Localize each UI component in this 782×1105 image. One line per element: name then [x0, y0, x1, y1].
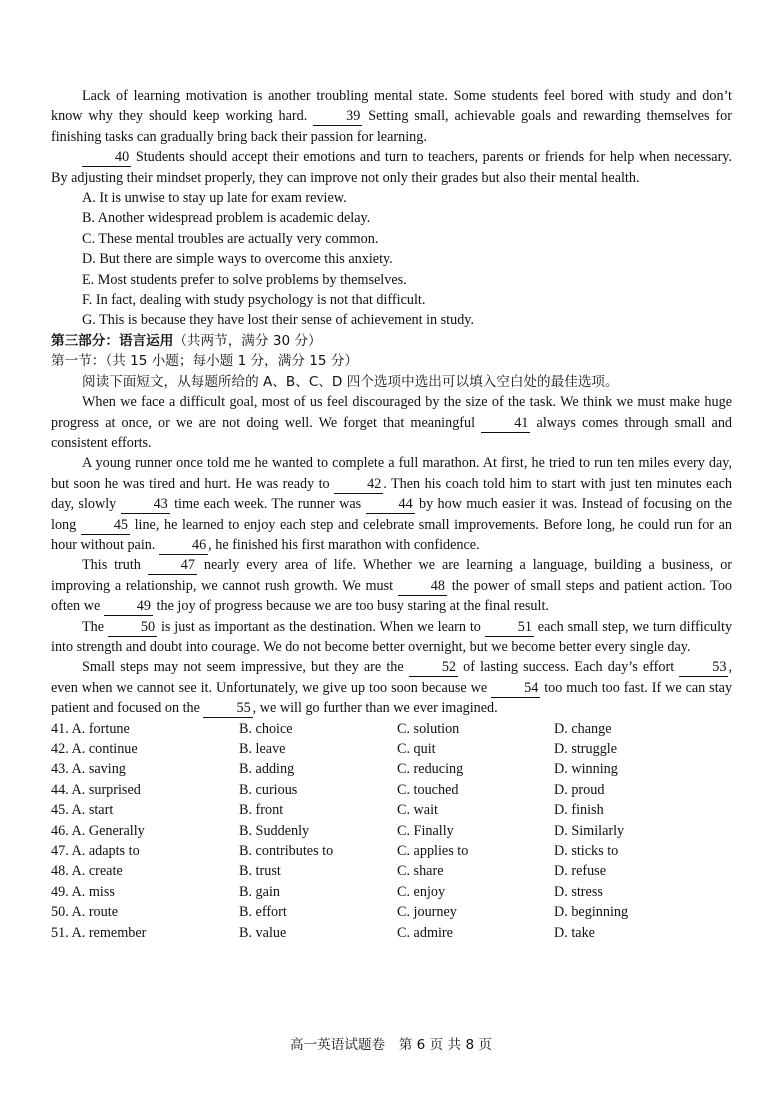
choice-43-a: 43. A. saving [51, 761, 126, 778]
text: too much too fast. If we can stay patient and focused on the [51, 679, 733, 717]
option-d: D. But there are simple ways to overcome this anxiety. [82, 251, 393, 268]
choice-46-d: D. Similarly [554, 822, 625, 839]
text: Small steps may not seem impressive, but they are the [82, 659, 404, 676]
text: by how much easier it was. Instead of focusing on the long [51, 496, 732, 533]
blank-41: 41 [481, 415, 530, 433]
choice-51-c: C. admire [397, 924, 453, 941]
choice-49-a: 49. A. miss [51, 883, 115, 900]
blank-44: 44 [366, 496, 415, 514]
text: When we face a difficult goal, most of us feel discouraged by the size of the task. We think we must make huge progress at once, or we are not doing well. We forget that meaningful [51, 394, 732, 431]
text: the joy of progress because we are too busy staring at the final result. [156, 598, 549, 615]
text: . Then his coach told him to start with just ten minutes each day, slowly [51, 475, 733, 513]
page-footer: 高一英语试题卷 第 6 页 共 8 页 [289, 1037, 493, 1053]
choice-row-44 [51, 780, 732, 800]
choice-42-a: 42. A. continue [51, 741, 138, 757]
text: of lasting success. Each day’s effort [463, 659, 675, 676]
choice-48-a: 48. A. create [51, 863, 123, 880]
text: , we will go further than we ever imagined. [252, 700, 498, 717]
blank-54: 54 [491, 680, 540, 698]
choice-42-b: B. leave [239, 741, 286, 757]
text: time each week. The runner was [174, 496, 362, 513]
blank-45: 45 [81, 517, 130, 535]
choice-44-d: D. proud [554, 781, 605, 798]
choice-50-d: D. beginning [554, 904, 629, 921]
blank-46: 46 [159, 537, 208, 555]
choice-51-d: D. take [554, 924, 595, 941]
cloze-paragraph-2 [51, 453, 732, 555]
choice-46-c: C. Finally [397, 822, 454, 839]
choice-50-a: 50. A. route [51, 904, 118, 921]
choice-42-d: D. struggle [554, 741, 618, 757]
instruction: 阅读下面短文，从每题所给的 A、B、C、D 四个选项中选出可以填入空白处的最佳选项。 [82, 373, 619, 390]
text: , he finished his first marathon with confidence. [208, 536, 480, 553]
blank-47: 47 [148, 557, 197, 575]
choice-row-50 [51, 902, 732, 922]
blank-49: 49 [104, 598, 153, 616]
choice-47-a: 47. A. adapts to [51, 843, 140, 860]
cloze-paragraph-5 [51, 657, 732, 718]
cloze-paragraph-4 [51, 617, 732, 658]
choice-row-43 [51, 759, 732, 779]
blank-53: 53 [679, 659, 728, 677]
section-3-heading [51, 331, 732, 351]
choice-45-d: D. finish [554, 802, 604, 819]
choice-47-c: C. applies to [397, 843, 469, 860]
part-1-heading: 第一节：（共 15 小题；每小题 1 分，满分 15 分） [51, 353, 359, 370]
choice-46-b: B. Suddenly [239, 822, 310, 839]
page-content [51, 86, 732, 943]
text: Setting small, achievable goals and rewarding themselves for finishing tasks can gradually bring back their passion for learning. [51, 108, 732, 145]
choice-41-c: C. solution [397, 720, 460, 737]
choice-46-a: 46. A. Generally [51, 822, 145, 839]
option-g: G. This is because they have lost their sense of achievement in study. [82, 312, 475, 329]
choice-48-d: D. refuse [554, 863, 606, 880]
choice-51-a: 51. A. remember [51, 924, 147, 941]
text: The [82, 618, 105, 635]
choice-49-b: B. gain [239, 883, 280, 900]
blank-39: 39 [313, 108, 362, 126]
option-a: A. It is unwise to stay up late for exam review. [82, 190, 347, 207]
choice-42-c: C. quit [397, 741, 436, 757]
choice-47-d: D. sticks to [554, 843, 619, 860]
blank-43: 43 [121, 496, 170, 514]
choice-41-a: 41. A. fortune [51, 720, 130, 737]
text: is just as important as the destination. When we learn to [160, 618, 481, 635]
seven-options-list [51, 188, 732, 331]
choice-44-c: C. touched [397, 781, 459, 798]
blank-48: 48 [398, 578, 447, 596]
text: This truth [82, 557, 141, 574]
blank-40: 40 [82, 149, 131, 167]
choice-41-d: D. change [554, 720, 612, 737]
text: the power of small steps and patient action. Too often we [51, 577, 733, 615]
cloze-paragraph-1 [51, 392, 732, 453]
option-c: C. These mental troubles are actually very common. [82, 230, 379, 247]
text: , even when we cannot see it. Unfortunately, we give up too soon because we [51, 659, 733, 696]
choice-48-b: B. trust [239, 863, 281, 880]
choice-50-c: C. journey [397, 904, 457, 921]
choice-45-a: 45. A. start [51, 802, 114, 819]
text: Students should accept their emotions and turn to teachers, parents or friends for help when necessary. By adjusting their mindset properly, they can improve not only their grades but also their mental health. [51, 149, 733, 186]
passage-paragraph-39 [51, 86, 732, 147]
choice-48-c: C. share [397, 863, 444, 880]
text: line, he learned to enjoy each step and celebrate small improvements. Before long, he could run for an hour without pain. [51, 516, 732, 553]
blank-55: 55 [203, 700, 252, 718]
choice-43-b: B. adding [239, 761, 295, 778]
option-e: E. Most students prefer to solve problems by themselves. [82, 271, 407, 288]
choice-row-47 [51, 841, 732, 861]
choice-row-42 [51, 739, 732, 759]
choice-row-41 [51, 719, 732, 739]
section-note: （共两节，满分 30 分） [173, 332, 322, 349]
choice-49-d: D. stress [554, 883, 603, 900]
passage-paragraph-40 [51, 147, 732, 188]
choice-41-b: B. choice [239, 720, 293, 737]
choice-row-49 [51, 882, 732, 902]
blank-50: 50 [108, 619, 157, 637]
choices-table [51, 719, 732, 943]
section-title: 第三部分：语言运用 [51, 332, 174, 349]
blank-52: 52 [409, 659, 458, 677]
choice-44-b: B. curious [239, 781, 298, 798]
cloze-paragraph-3 [51, 555, 732, 616]
blank-51: 51 [485, 619, 534, 637]
choice-row-46 [51, 821, 732, 841]
text: Lack of learning motivation is another troubling mental state. Some students feel bored with study and don’t know why they should keep working hard. [51, 88, 732, 125]
choice-row-51 [51, 923, 732, 943]
choice-row-45 [51, 800, 732, 820]
option-f: F. In fact, dealing with study psychology is not that difficult. [82, 292, 426, 309]
text: nearly every area of life. Whether we are learning a language, building a business, or improving a relationship, we cannot rush growth. We must [51, 557, 733, 594]
option-b: B. Another widespread problem is academic delay. [82, 210, 371, 227]
text: always comes through small and consistent efforts. [51, 414, 733, 451]
text: A young runner once told me he wanted to complete a full marathon. At first, he tried to run ten miles every day, but soon he was tired and hurt. He was ready to [51, 455, 732, 492]
choice-44-a: 44. A. surprised [51, 781, 141, 798]
choice-50-b: B. effort [239, 904, 287, 921]
choice-47-b: B. contributes to [239, 843, 334, 860]
choice-45-b: B. front [239, 802, 284, 819]
choice-49-c: C. enjoy [397, 883, 446, 900]
choice-51-b: B. value [239, 924, 287, 941]
choice-43-c: C. reducing [397, 761, 464, 778]
blank-42: 42 [334, 476, 383, 494]
choice-45-c: C. wait [397, 802, 438, 819]
choice-row-48 [51, 861, 732, 881]
text: each small step, we turn difficulty into strength and doubt into courage. We do not become better overnight, but we become better every single day. [51, 618, 733, 655]
choice-43-d: D. winning [554, 761, 618, 778]
